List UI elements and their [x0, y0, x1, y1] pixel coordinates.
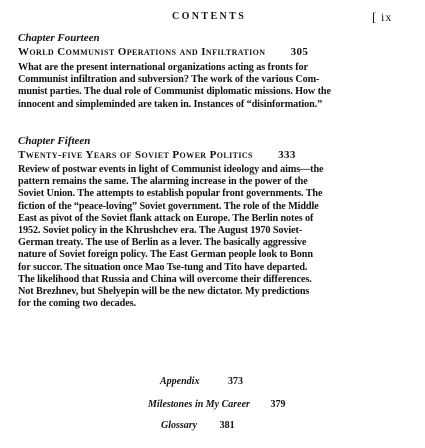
- summary-line: innocent and simpleminded are taken in. Instances of “disinformation.”: [18, 98, 323, 110]
- chapter-page-number: 333: [278, 149, 296, 161]
- chapter-summary: [18, 164, 410, 310]
- chapter-label: Chapter Fourteen: [18, 32, 100, 44]
- chapter-fourteen-entry: [18, 32, 410, 111]
- back-matter-page-number: 373: [227, 376, 243, 387]
- summary-line: nature of Soviet foreign policy. The East German people look to Bonn: [18, 249, 313, 261]
- summary-line: East as pivot of the Soviet flank attack on Europe. The Berlin notes of: [18, 212, 314, 224]
- back-matter-page-number: 381: [219, 420, 235, 431]
- back-matter-page-number: 379: [270, 399, 286, 410]
- summary-line: for the coming two decades.: [18, 298, 136, 310]
- chapter-fifteen-entry: [18, 135, 410, 310]
- summary-line: 1952. Soviet policy in the Khrushchev era. The August 1970 Soviet-: [18, 225, 303, 237]
- chapter-page-number: 305: [290, 46, 309, 58]
- chapter-title: Twenty-five Years of Soviet Power Politics: [18, 149, 253, 161]
- running-head-page-number: ix: [381, 10, 393, 24]
- chapter-title: World Communist Operations and Infiltration: [18, 46, 266, 58]
- summary-line: pattern remains the same. The alarming increase in the power of the: [18, 176, 308, 188]
- summary-line: fiction of the “peace-loving” Soviet government. The role of the Middle: [18, 200, 319, 212]
- running-head-bracket: [: [372, 9, 377, 24]
- summary-line: munist parties. The dual role of Communist diplomatic missions. How the: [18, 86, 331, 98]
- chapter-label: Chapter Fifteen: [18, 135, 91, 147]
- back-matter-title: Glossary: [161, 420, 198, 431]
- summary-line: Soviet Union. The attempts to establish popular front governments. The: [18, 188, 323, 200]
- chapter-summary: [18, 62, 410, 111]
- summary-line: for succor. The situation once Mao Tse-tung and Tito have departed.: [18, 261, 308, 273]
- back-matter-entry: [161, 420, 235, 431]
- chapter-title-line: [18, 148, 410, 162]
- summary-line: What are the present international organizations acting as fronts for: [18, 62, 308, 73]
- summary-line: Not Brezhnev, but Shelyepin will be the new dictator. My predictions: [18, 286, 310, 298]
- chapter-title-line: [18, 45, 410, 59]
- back-matter-entry: [160, 376, 243, 387]
- summary-line: Review of postwar events in light of Communist ideology and aims—the: [18, 164, 324, 175]
- summary-line: German treaty. The use of Berlin as a lever. The basically aggressive: [18, 237, 307, 249]
- back-matter-title: Appendix: [160, 376, 200, 387]
- summary-line: Communist infiltration and subversion? The work of the various Com-: [18, 74, 320, 86]
- running-head-title: CONTENTS: [172, 11, 247, 22]
- summary-line: The likelihood that Russia and China will overcome their differences.: [18, 273, 312, 285]
- running-head: [0, 11, 425, 25]
- back-matter-title: Milestones in My Career: [148, 399, 250, 410]
- back-matter-entry: [148, 399, 285, 410]
